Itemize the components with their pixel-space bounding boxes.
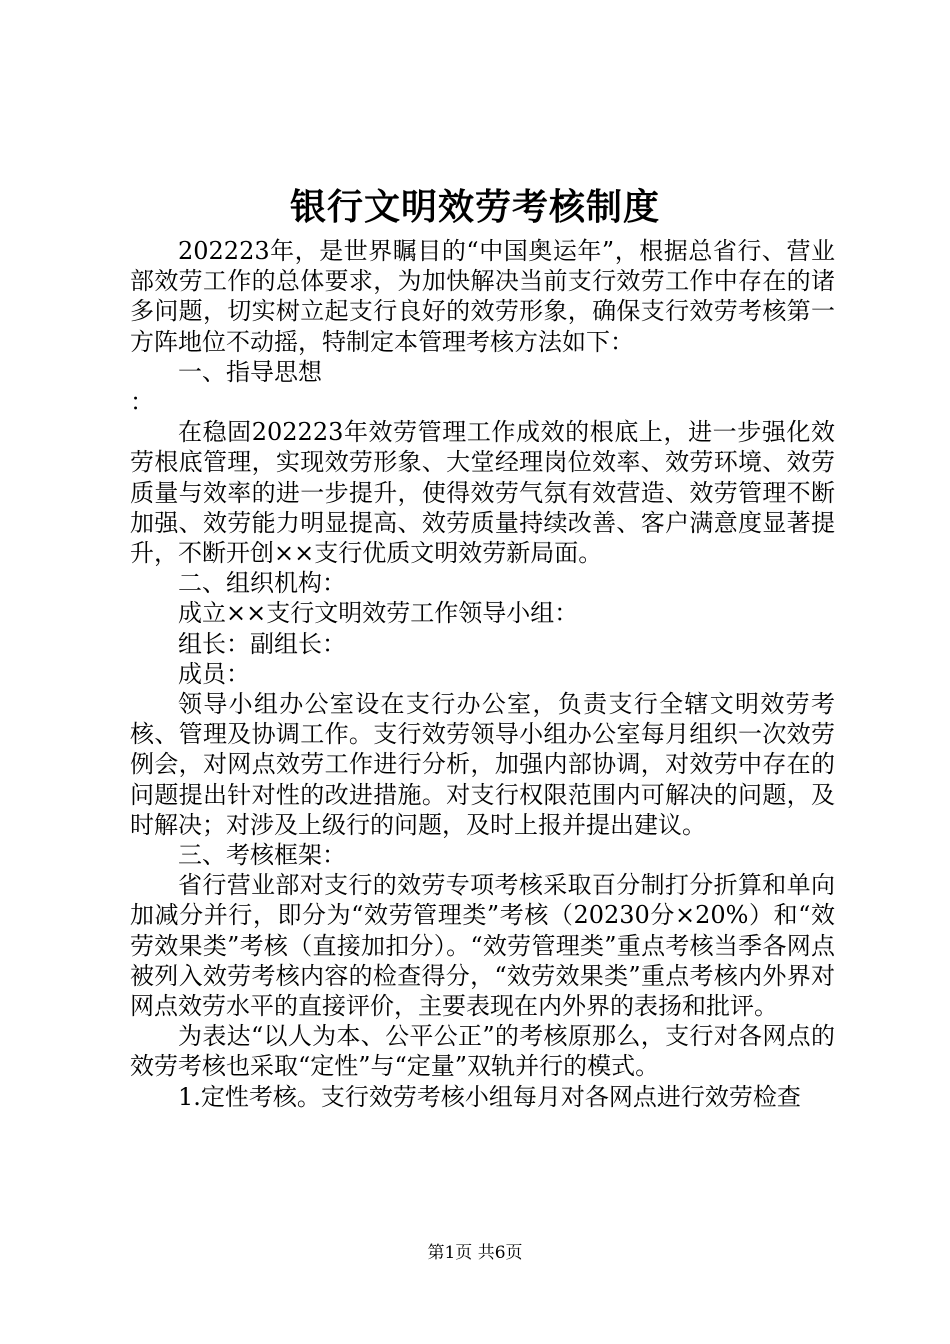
heading-organization: 二、组织机构： — [178, 569, 346, 598]
paragraph-colon: ： — [130, 388, 154, 417]
paragraph-assessment-principle: 为表达“以人为本、公平公正”的考核原那么，支行对各网点的效劳考核也采取“定性”与“定量”双轨并行的模式。 — [130, 1022, 835, 1081]
paragraph-ideology: 在稳固202223年效劳管理工作成效的根底上，进一步强化效劳根底管理，实现效劳形象、大堂经理岗位效率、效劳环境、效劳质量与效率的进一步提升，使得效劳气氛有效营造、效劳管理不断加强、效劳能力明显提高、效劳质量持续改善、客户满意度显著提升，不断开创××支行优质文明效劳新局面。 — [130, 418, 835, 568]
document-title: 银行文明效劳考核制度 — [289, 186, 660, 228]
paragraph-members: 成员： — [178, 659, 250, 688]
heading-assessment-framework: 三、考核框架： — [178, 841, 346, 870]
paragraph-leading-group: 成立××支行文明效劳工作领导小组： — [178, 599, 579, 628]
document-body — [130, 236, 835, 1112]
paragraph-office: 领导小组办公室设在支行办公室，负责支行全辖文明效劳考核、管理及协调工作。支行效劳领导小组办公室每月组织一次效劳例会，对网点效劳工作进行分析，加强内部协调，对效劳中存在的问题提出针对性的改进措施。对支行权限范围内可解决的问题，及时解决；对涉及上级行的问题，及时上报并提出建议。 — [130, 690, 835, 839]
heading-guiding-ideology: 一、指导思想 — [178, 357, 322, 386]
paragraph-intro: 202223年，是世界瞩目的“中国奥运年”，根据总省行、营业部效劳工作的总体要求，为加快解决当前支行效劳工作中存在的诸多问题，切实树立起支行良好的效劳形象，确保支行效劳考核第一方阵地位不动摇，特制定本管理考核方法如下： — [130, 237, 835, 356]
paragraph-assessment-scoring: 省行营业部对支行的效劳专项考核采取百分制打分折算和单向加减分并行，即分为“效劳管理类”考核（20230分×20%）和“效劳效果类”考核（直接加扣分）。“效劳管理类”重点考核当季各网点被列入效劳考核内容的检查得分，“效劳效果类”重点考核内外界对网点效劳水平的直接评价，主要表现在内外界的表扬和批评。 — [130, 871, 835, 1021]
paragraph-qualitative-assessment: 1.定性考核。支行效劳考核小组每月对各网点进行效劳检查 — [178, 1082, 801, 1111]
page-number: 第1页 共6页 — [427, 1243, 523, 1263]
paragraph-group-leaders: 组长：副组长： — [178, 629, 346, 658]
